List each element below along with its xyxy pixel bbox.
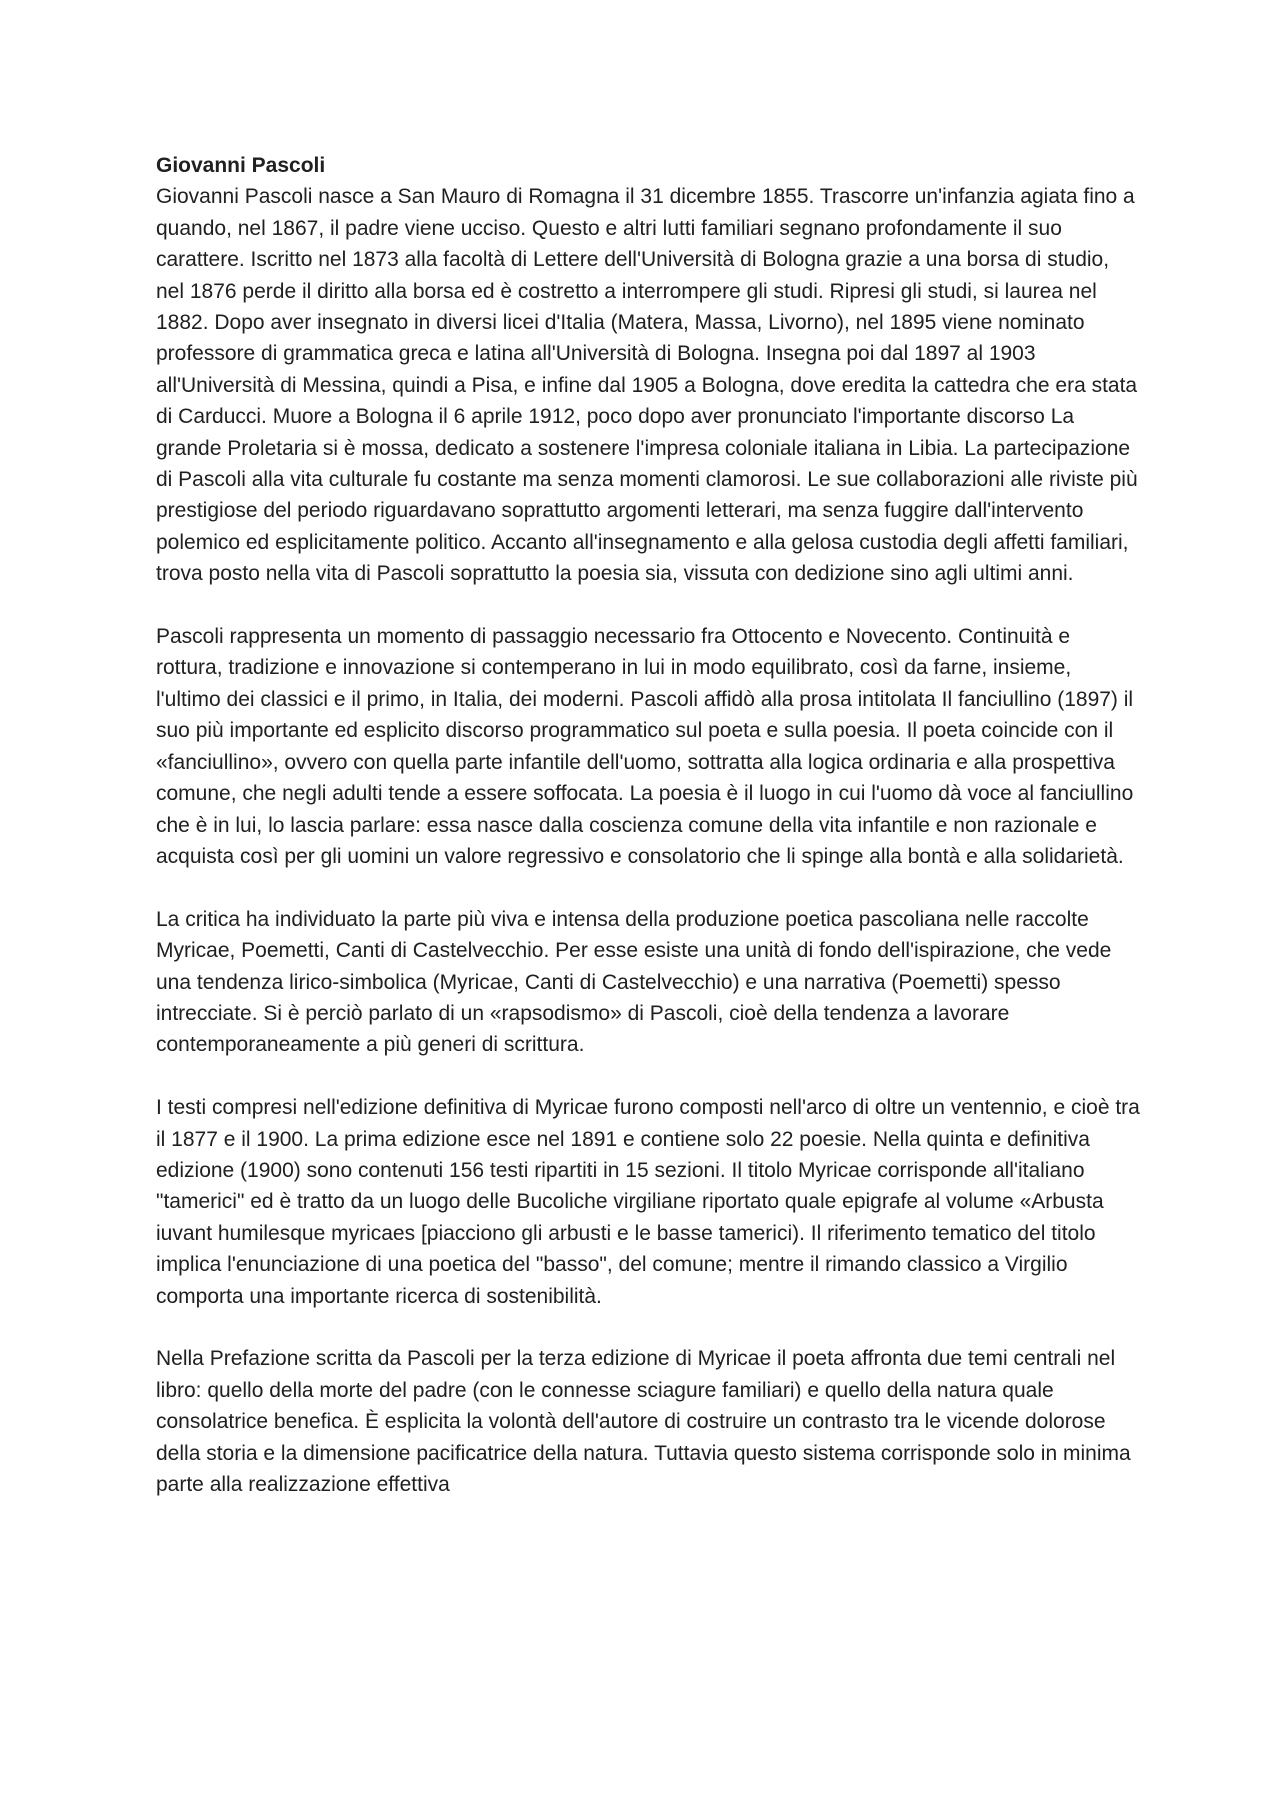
paragraph-myricae: I testi compresi nell'edizione definitiva di Myricae furono composti nell'arco di oltre un ventennio, e cioè tra il 1877 e il 1900. La prima edizione esce nel 1891 e contiene solo 22 poesie. Nella quinta e definitiva edizione (1900) sono contenuti 156 testi ripartiti in 15 sezioni. Il titolo Myricae corrisponde all'italiano "tamerici" ed è tratto da un luogo delle Bucoliche virgiliane riportato quale epigrafe al volume «Arbusta iuvant humilesque myricaes [piacciono gli arbusti e le basse tamerici). Il riferimento tematico del titolo implica l'enunciazione di una poetica del "basso", del comune; mentre il rimando classico a Virgilio comporta una importante ricerca di sostenibilità. xyxy=(156,1096,1140,1308)
paragraph-prefazione: Nella Prefazione scritta da Pascoli per la terza edizione di Myricae il poeta affronta due temi centrali nel libro: quello della morte del padre (con le connesse sciagure familiari) e quello della natura quale consolatrice benefica. È esplicita la volontà dell'autore di costruire un contrasto tra le vicende dolorose della storia e la dimensione pacificatrice della natura. Tuttavia questo sistema corrisponde solo in minima parte alla realizzazione effettiva xyxy=(156,1347,1131,1496)
document-body xyxy=(156,150,1140,1500)
paragraph-biography: Giovanni Pascoli nasce a San Mauro di Romagna il 31 dicembre 1855. Trascorre un'infanzia agiata fino a quando, nel 1867, il padre viene ucciso. Questo e altri lutti familiari segnano profondamente il suo carattere. Iscritto nel 1873 alla facoltà di Lettere dell'Università di Bologna grazie a una borsa di studio, nel 1876 perde il diritto alla borsa ed è costretto a interrompere gli studi. Ripresi gli studi, si laurea nel 1882. Dopo aver insegnato in diversi licei d'Italia (Matera, Massa, Livorno), nel 1895 viene nominato professore di grammatica greca e latina all'Università di Bologna. Insegna poi dal 1897 al 1903 all'Università di Messina, quindi a Pisa, e infine dal 1905 a Bologna, dove eredita la cattedra che era stata di Carducci. Muore a Bologna il 6 aprile 1912, poco dopo aver pronunciato l'importante discorso La grande Proletaria si è mossa, dedicato a sostenere l'impresa coloniale italiana in Libia. La partecipazione di Pascoli alla vita culturale fu costante ma senza momenti clamorosi. Le sue collaborazioni alle riviste più prestigiose del periodo riguardavano soprattutto argomenti letterari, ma senza fuggire dall'intervento polemico ed esplicitamente politico. Accanto all'insegnamento e alla gelosa custodia degli affetti familiari, trova posto nella vita di Pascoli soprattutto la poesia sia, vissuta con dedizione sino agli ultimi anni. xyxy=(156,185,1138,586)
paragraph-critica: La critica ha individuato la parte più viva e intensa della produzione poetica pascoliana nelle raccolte Myricae, Poemetti, Canti di Castelvecchio. Per esse esiste una unità di fondo dell'ispirazione, che vede una tendenza lirico-simbolica (Myricae, Canti di Castelvecchio) e una narrativa (Poemetti) spesso intrecciate. Si è perciò parlato di un «rapsodismo» di Pascoli, cioè della tendenza a lavorare contemporaneamente a più generi di scrittura. xyxy=(156,907,1112,1057)
paragraph-fanciullino: Pascoli rappresenta un momento di passaggio necessario fra Ottocento e Novecento. Continuità e rottura, tradizione e innovazione si contemperano in lui in modo equilibrato, così da farne, insieme, l'ultimo dei classici e il primo, in Italia, dei moderni. Pascoli affidò alla prosa intitolata Il fanciullino (1897) il suo più importante ed esplicito discorso programmatico sul poeta e sulla poesia. Il poeta coincide con il «fanciullino», ovvero con quella parte infantile dell'uomo, sottratta alla logica ordinaria e alla prospettiva comune, che negli adulti tende a essere soffocata. La poesia è il luogo in cui l'uomo dà voce al fanciullino che è in lui, lo lascia parlare: essa nasce dalla coscienza comune della vita infantile e non razionale e acquista così per gli uomini un valore regressivo e consolatorio che li spinge alla bontà e alla solidarietà. xyxy=(156,625,1134,868)
document-title: Giovanni Pascoli xyxy=(156,154,326,177)
